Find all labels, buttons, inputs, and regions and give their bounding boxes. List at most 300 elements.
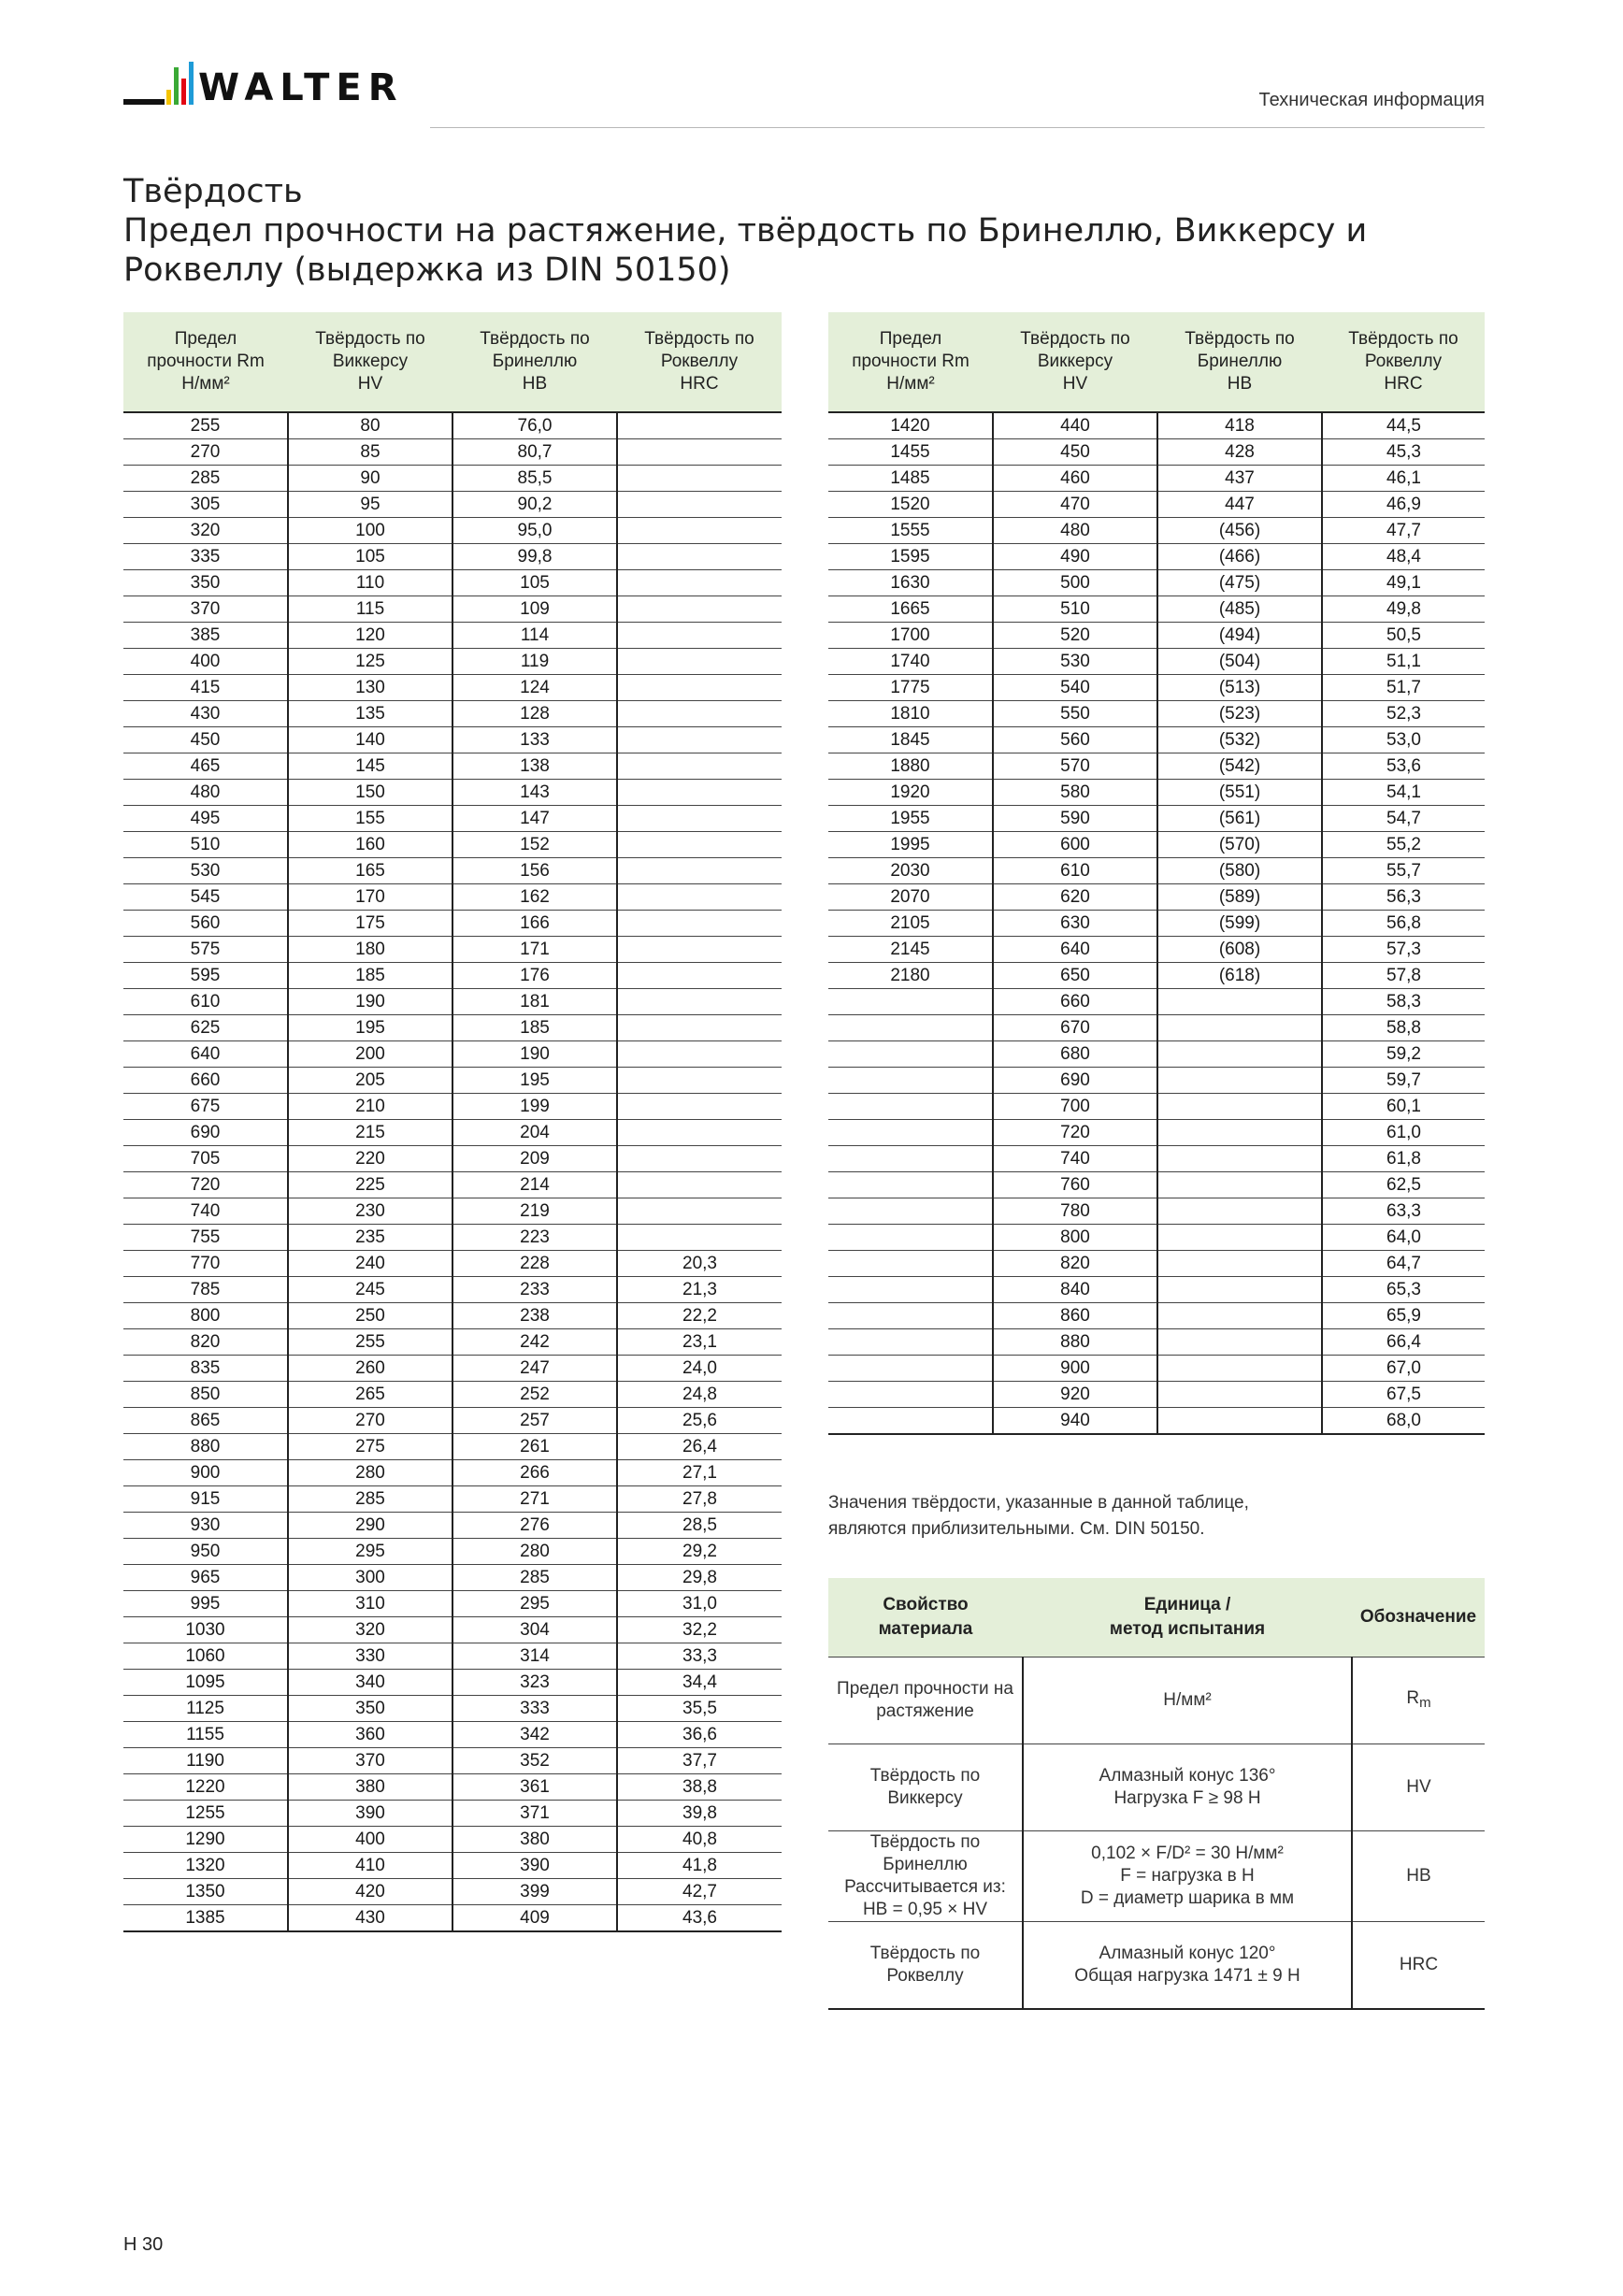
table-row <box>123 780 782 806</box>
table-cell: 90 <box>288 466 452 492</box>
column-header <box>828 1578 1023 1657</box>
table-row <box>123 937 782 963</box>
table-row <box>828 1303 1485 1329</box>
note-line-1: Значения твёрдости, указанные в данной таблице, <box>828 1493 1249 1513</box>
table-cell: 575 <box>123 937 288 963</box>
table-cell <box>617 1068 782 1094</box>
table-cell: 1880 <box>828 753 993 780</box>
table-cell: 1350 <box>123 1879 288 1905</box>
table-cell: 595 <box>123 963 288 989</box>
table-cell: 428 <box>1157 439 1322 466</box>
table-cell: 1700 <box>828 623 993 649</box>
table-cell: 2105 <box>828 911 993 937</box>
section-title: Техническая информация <box>1258 90 1485 110</box>
table-cell: 147 <box>452 806 617 832</box>
table-row <box>123 1303 782 1329</box>
table-cell: 560 <box>993 727 1157 753</box>
table-cell: 400 <box>288 1827 452 1853</box>
table-cell: 300 <box>288 1565 452 1591</box>
table-cell <box>828 989 993 1015</box>
table-row <box>123 649 782 675</box>
header-divider <box>430 127 1485 128</box>
table-cell: 850 <box>123 1382 288 1408</box>
table-row <box>828 1225 1485 1251</box>
property-line: растяжение <box>876 1701 974 1721</box>
table-row <box>123 1591 782 1617</box>
table-cell: 24,8 <box>617 1382 782 1408</box>
table-cell: 1320 <box>123 1853 288 1879</box>
page-title <box>123 172 1451 290</box>
table-cell: 361 <box>452 1774 617 1801</box>
table-cell: 54,1 <box>1322 780 1485 806</box>
table-cell: 180 <box>288 937 452 963</box>
table-row <box>828 412 1485 439</box>
table-row <box>828 1041 1485 1068</box>
table-cell: 57,8 <box>1322 963 1485 989</box>
table-cell: 68,0 <box>1322 1408 1485 1435</box>
properties-header-row <box>828 1578 1485 1657</box>
table-cell <box>617 596 782 623</box>
table-row <box>828 1744 1485 1831</box>
table-cell <box>828 1277 993 1303</box>
column-header-line: Предел <box>879 329 942 349</box>
table-cell: 49,1 <box>1322 570 1485 596</box>
method-line: Алмазный конус 120° <box>1099 1944 1276 1963</box>
table-cell: 138 <box>452 753 617 780</box>
table-cell: 61,0 <box>1322 1120 1485 1146</box>
table-cell: 245 <box>288 1277 452 1303</box>
table-cell: 620 <box>993 884 1157 911</box>
table-cell: 214 <box>452 1172 617 1198</box>
table-cell <box>828 1041 993 1068</box>
table-cell: 50,5 <box>1322 623 1485 649</box>
table-row <box>828 963 1485 989</box>
table-cell: 20,3 <box>617 1251 782 1277</box>
table-cell: 252 <box>452 1382 617 1408</box>
table-cell: 465 <box>123 753 288 780</box>
table-cell: 380 <box>288 1774 452 1801</box>
table-row <box>123 596 782 623</box>
table-cell: 450 <box>123 727 288 753</box>
table-cell: (551) <box>1157 780 1322 806</box>
method-line: Нагрузка F ≥ 98 Н <box>1113 1788 1261 1808</box>
table-cell: 1955 <box>828 806 993 832</box>
table-cell: 37,7 <box>617 1748 782 1774</box>
table-cell: 1125 <box>123 1696 288 1722</box>
table-row <box>828 806 1485 832</box>
table-cell: 370 <box>288 1748 452 1774</box>
table-cell: 835 <box>123 1356 288 1382</box>
symbol-cell <box>1352 1657 1485 1744</box>
table-cell: 140 <box>288 727 452 753</box>
table-row <box>123 675 782 701</box>
table-cell: 34,4 <box>617 1670 782 1696</box>
table-row <box>123 1696 782 1722</box>
table-cell <box>617 780 782 806</box>
table-row <box>123 570 782 596</box>
table-row <box>123 1068 782 1094</box>
table-row <box>123 544 782 570</box>
table-cell: 41,8 <box>617 1853 782 1879</box>
column-header <box>1157 312 1322 412</box>
table-cell: 1190 <box>123 1748 288 1774</box>
table-cell: 36,6 <box>617 1722 782 1748</box>
table-cell: 185 <box>288 963 452 989</box>
table-cell: 690 <box>993 1068 1157 1094</box>
table-cell <box>617 832 782 858</box>
table-cell: 335 <box>123 544 288 570</box>
table-cell: 275 <box>288 1434 452 1460</box>
table-row <box>123 1408 782 1434</box>
table-cell: 740 <box>123 1198 288 1225</box>
table-cell: 120 <box>288 623 452 649</box>
table-row <box>123 1670 782 1696</box>
table-cell <box>617 412 782 439</box>
table-cell: 1220 <box>123 1774 288 1801</box>
table-cell: 219 <box>452 1198 617 1225</box>
table-cell: 228 <box>452 1251 617 1277</box>
table-cell <box>1157 1408 1322 1435</box>
table-cell: 276 <box>452 1513 617 1539</box>
table-cell: 480 <box>123 780 288 806</box>
table-cell: 28,5 <box>617 1513 782 1539</box>
column-header-line: HRC <box>1384 374 1423 394</box>
table-row <box>123 1774 782 1801</box>
table-cell: 670 <box>993 1015 1157 1041</box>
table-cell: 115 <box>288 596 452 623</box>
table-cell: 265 <box>288 1382 452 1408</box>
table-row <box>828 1277 1485 1303</box>
table-cell: 29,8 <box>617 1565 782 1591</box>
table-cell: 1920 <box>828 780 993 806</box>
method-line: Общая нагрузка 1471 ± 9 Н <box>1074 1966 1300 1986</box>
table-cell: 370 <box>123 596 288 623</box>
table-cell: 56,8 <box>1322 911 1485 937</box>
table-cell: 310 <box>288 1591 452 1617</box>
column-header-line: Бринеллю <box>492 352 578 371</box>
table-cell: 342 <box>452 1722 617 1748</box>
table-row <box>828 1356 1485 1382</box>
table-row <box>123 623 782 649</box>
logo-wordmark: WALTER <box>198 66 404 109</box>
table-cell: 680 <box>993 1041 1157 1068</box>
table-cell: 280 <box>288 1460 452 1486</box>
column-header-line: Твёрдость по <box>1020 329 1130 349</box>
table-cell: 610 <box>123 989 288 1015</box>
table-cell <box>828 1382 993 1408</box>
table-cell: 700 <box>993 1094 1157 1120</box>
table-row <box>123 1643 782 1670</box>
table-cell: 53,0 <box>1322 727 1485 753</box>
table-cell: 530 <box>123 858 288 884</box>
table-cell: 35,5 <box>617 1696 782 1722</box>
table-cell: 24,0 <box>617 1356 782 1382</box>
table-cell: 920 <box>993 1382 1157 1408</box>
table-cell: 67,0 <box>1322 1356 1485 1382</box>
table-cell: 255 <box>288 1329 452 1356</box>
table-cell: 785 <box>123 1277 288 1303</box>
title-line-3: Роквеллу (выдержка из DIN 50150) <box>123 251 731 289</box>
table-cell: 22,2 <box>617 1303 782 1329</box>
table-row <box>123 727 782 753</box>
table-cell <box>828 1172 993 1198</box>
table-cell <box>1157 1225 1322 1251</box>
table-cell: 409 <box>452 1905 617 1932</box>
table-cell: 124 <box>452 675 617 701</box>
table-cell: 510 <box>993 596 1157 623</box>
table-cell: 39,8 <box>617 1801 782 1827</box>
table-cell: 119 <box>452 649 617 675</box>
table-cell: 55,7 <box>1322 858 1485 884</box>
property-cell <box>828 1922 1023 2010</box>
table-cell: 520 <box>993 623 1157 649</box>
table-cell <box>617 937 782 963</box>
column-header-line: Виккерсу <box>332 352 409 371</box>
table-cell: 200 <box>288 1041 452 1068</box>
table-row <box>123 1015 782 1041</box>
table-cell: 209 <box>452 1146 617 1172</box>
table-cell: 29,2 <box>617 1539 782 1565</box>
table-cell <box>617 963 782 989</box>
table-cell: 305 <box>123 492 288 518</box>
table-cell: 1595 <box>828 544 993 570</box>
table-row <box>123 1565 782 1591</box>
column-header <box>617 312 782 412</box>
method-cell <box>1023 1744 1352 1831</box>
table-row <box>828 570 1485 596</box>
table-cell: 143 <box>452 780 617 806</box>
column-header-line: HV <box>1062 374 1088 394</box>
table-cell <box>617 518 782 544</box>
table-cell <box>828 1356 993 1382</box>
table-row <box>123 1879 782 1905</box>
table-cell: 610 <box>993 858 1157 884</box>
table-cell: 590 <box>993 806 1157 832</box>
table-cell <box>617 727 782 753</box>
table-cell: 51,7 <box>1322 675 1485 701</box>
table-cell <box>617 1094 782 1120</box>
table-cell: 95 <box>288 492 452 518</box>
table-cell: 352 <box>452 1748 617 1774</box>
table-cell: 166 <box>452 911 617 937</box>
table-cell: 447 <box>1157 492 1322 518</box>
table-cell: 190 <box>452 1041 617 1068</box>
table-cell: 385 <box>123 623 288 649</box>
table-cell: 350 <box>288 1696 452 1722</box>
table-cell: 190 <box>288 989 452 1015</box>
table-cell: 500 <box>993 570 1157 596</box>
table-row <box>828 753 1485 780</box>
table-cell: 840 <box>993 1277 1157 1303</box>
table-cell: 266 <box>452 1460 617 1486</box>
table-cell: 320 <box>288 1617 452 1643</box>
table-row <box>123 911 782 937</box>
table-row <box>828 544 1485 570</box>
table-cell: 285 <box>123 466 288 492</box>
table-cell: 105 <box>452 570 617 596</box>
table-cell: 1485 <box>828 466 993 492</box>
property-line: Бринеллю <box>883 1855 968 1874</box>
table-row <box>828 989 1485 1015</box>
hardness-table-left <box>123 312 782 1932</box>
table-cell <box>1157 1094 1322 1120</box>
table-cell: 530 <box>993 649 1157 675</box>
table-row <box>123 1617 782 1643</box>
table-cell: 135 <box>288 701 452 727</box>
table-cell: 65,9 <box>1322 1303 1485 1329</box>
table-cell: 295 <box>452 1591 617 1617</box>
table-cell <box>828 1251 993 1277</box>
column-header <box>1352 1578 1485 1657</box>
table-cell: 625 <box>123 1015 288 1041</box>
table-cell <box>1157 1251 1322 1277</box>
table-row <box>123 1801 782 1827</box>
table-cell: 350 <box>123 570 288 596</box>
method-cell <box>1023 1831 1352 1922</box>
table-cell: 995 <box>123 1591 288 1617</box>
table-cell: 155 <box>288 806 452 832</box>
table-cell <box>828 1068 993 1094</box>
column-header-line: Твёрдость по <box>480 329 590 349</box>
table-cell: 80,7 <box>452 439 617 466</box>
table-row <box>123 1198 782 1225</box>
table-cell: 66,4 <box>1322 1329 1485 1356</box>
table-cell: 1630 <box>828 570 993 596</box>
table-row <box>828 1408 1485 1435</box>
column-header-line: Н/мм² <box>181 374 230 394</box>
table-cell: 330 <box>288 1643 452 1670</box>
symbol: HRC <box>1399 1955 1439 1974</box>
table-cell: 162 <box>452 884 617 911</box>
method-cell <box>1023 1922 1352 2010</box>
table-cell: 490 <box>993 544 1157 570</box>
property-line: Твёрдость по <box>869 1832 981 1852</box>
table-cell: 418 <box>1157 412 1322 439</box>
table-cell: 760 <box>993 1172 1157 1198</box>
table-cell: 271 <box>452 1486 617 1513</box>
table-cell: (608) <box>1157 937 1322 963</box>
table-row <box>123 1486 782 1513</box>
table-cell: 109 <box>452 596 617 623</box>
table-cell: 59,2 <box>1322 1041 1485 1068</box>
method-line: F = нагрузка в Н <box>1120 1866 1255 1886</box>
table-row <box>123 1120 782 1146</box>
table-row <box>828 596 1485 623</box>
table-cell: (475) <box>1157 570 1322 596</box>
table-row <box>123 1225 782 1251</box>
table-cell: 45,3 <box>1322 439 1485 466</box>
table-cell: 510 <box>123 832 288 858</box>
table-cell <box>617 1172 782 1198</box>
table-cell: 550 <box>993 701 1157 727</box>
table-cell: 450 <box>993 439 1157 466</box>
table-cell <box>617 884 782 911</box>
table-cell: 60,1 <box>1322 1094 1485 1120</box>
table-cell <box>617 492 782 518</box>
column-header <box>288 312 452 412</box>
symbol: HV <box>1406 1777 1431 1797</box>
table-cell <box>617 570 782 596</box>
table-cell: 31,0 <box>617 1591 782 1617</box>
table-cell: 800 <box>123 1303 288 1329</box>
table-cell: 780 <box>993 1198 1157 1225</box>
table-cell: 65,3 <box>1322 1277 1485 1303</box>
column-header-line: Н/мм² <box>886 374 935 394</box>
symbol-cell <box>1352 1922 1485 2010</box>
property-line: Рассчитывается из: <box>844 1877 1006 1897</box>
table-row <box>123 858 782 884</box>
symbol-cell <box>1352 1831 1485 1922</box>
table-cell: (485) <box>1157 596 1322 623</box>
table-cell: 53,6 <box>1322 753 1485 780</box>
table-cell: 225 <box>288 1172 452 1198</box>
table-cell: (542) <box>1157 753 1322 780</box>
table-cell: 470 <box>993 492 1157 518</box>
table-row <box>828 911 1485 937</box>
table-row <box>828 1657 1485 1744</box>
table-cell: 80 <box>288 412 452 439</box>
table-cell: 23,1 <box>617 1329 782 1356</box>
note-line-2: являются приблизительными. См. DIN 50150. <box>828 1519 1205 1539</box>
table-cell: 314 <box>452 1643 617 1670</box>
table-row <box>828 1146 1485 1172</box>
table-cell: 210 <box>288 1094 452 1120</box>
table-cell <box>1157 1382 1322 1408</box>
table-row <box>123 1748 782 1774</box>
symbol: R <box>1406 1687 1420 1708</box>
table-cell: 57,3 <box>1322 937 1485 963</box>
column-header-line: прочности Rm <box>147 352 265 371</box>
table-row <box>828 832 1485 858</box>
column-header <box>452 312 617 412</box>
table-cell: 650 <box>993 963 1157 989</box>
table-cell: 323 <box>452 1670 617 1696</box>
table-cell: 965 <box>123 1565 288 1591</box>
table-cell <box>617 623 782 649</box>
table-cell <box>1157 1303 1322 1329</box>
method-line: Алмазный конус 136° <box>1099 1766 1276 1786</box>
table-cell: (494) <box>1157 623 1322 649</box>
table-cell <box>1157 1277 1322 1303</box>
logo-bars-icon <box>123 60 198 116</box>
table-cell <box>617 1146 782 1172</box>
table-cell: 61,8 <box>1322 1146 1485 1172</box>
table-row <box>123 1905 782 1932</box>
table-row <box>123 1329 782 1356</box>
table-cell <box>1157 1146 1322 1172</box>
table-cell: 1995 <box>828 832 993 858</box>
table-row <box>828 701 1485 727</box>
table-cell: 1775 <box>828 675 993 701</box>
table-row <box>123 832 782 858</box>
table-row <box>123 1827 782 1853</box>
table-row <box>123 1172 782 1198</box>
table-cell <box>617 466 782 492</box>
table-cell: 1385 <box>123 1905 288 1932</box>
table-cell: 437 <box>1157 466 1322 492</box>
table-cell: 128 <box>452 701 617 727</box>
table-cell: 580 <box>993 780 1157 806</box>
table-cell: 62,5 <box>1322 1172 1485 1198</box>
table-cell: (561) <box>1157 806 1322 832</box>
column-header-line: HRC <box>680 374 719 394</box>
table-cell <box>617 701 782 727</box>
table-row <box>828 727 1485 753</box>
table-cell: 495 <box>123 806 288 832</box>
table-cell: 230 <box>288 1198 452 1225</box>
table-cell: 233 <box>452 1277 617 1303</box>
table-cell: 675 <box>123 1094 288 1120</box>
